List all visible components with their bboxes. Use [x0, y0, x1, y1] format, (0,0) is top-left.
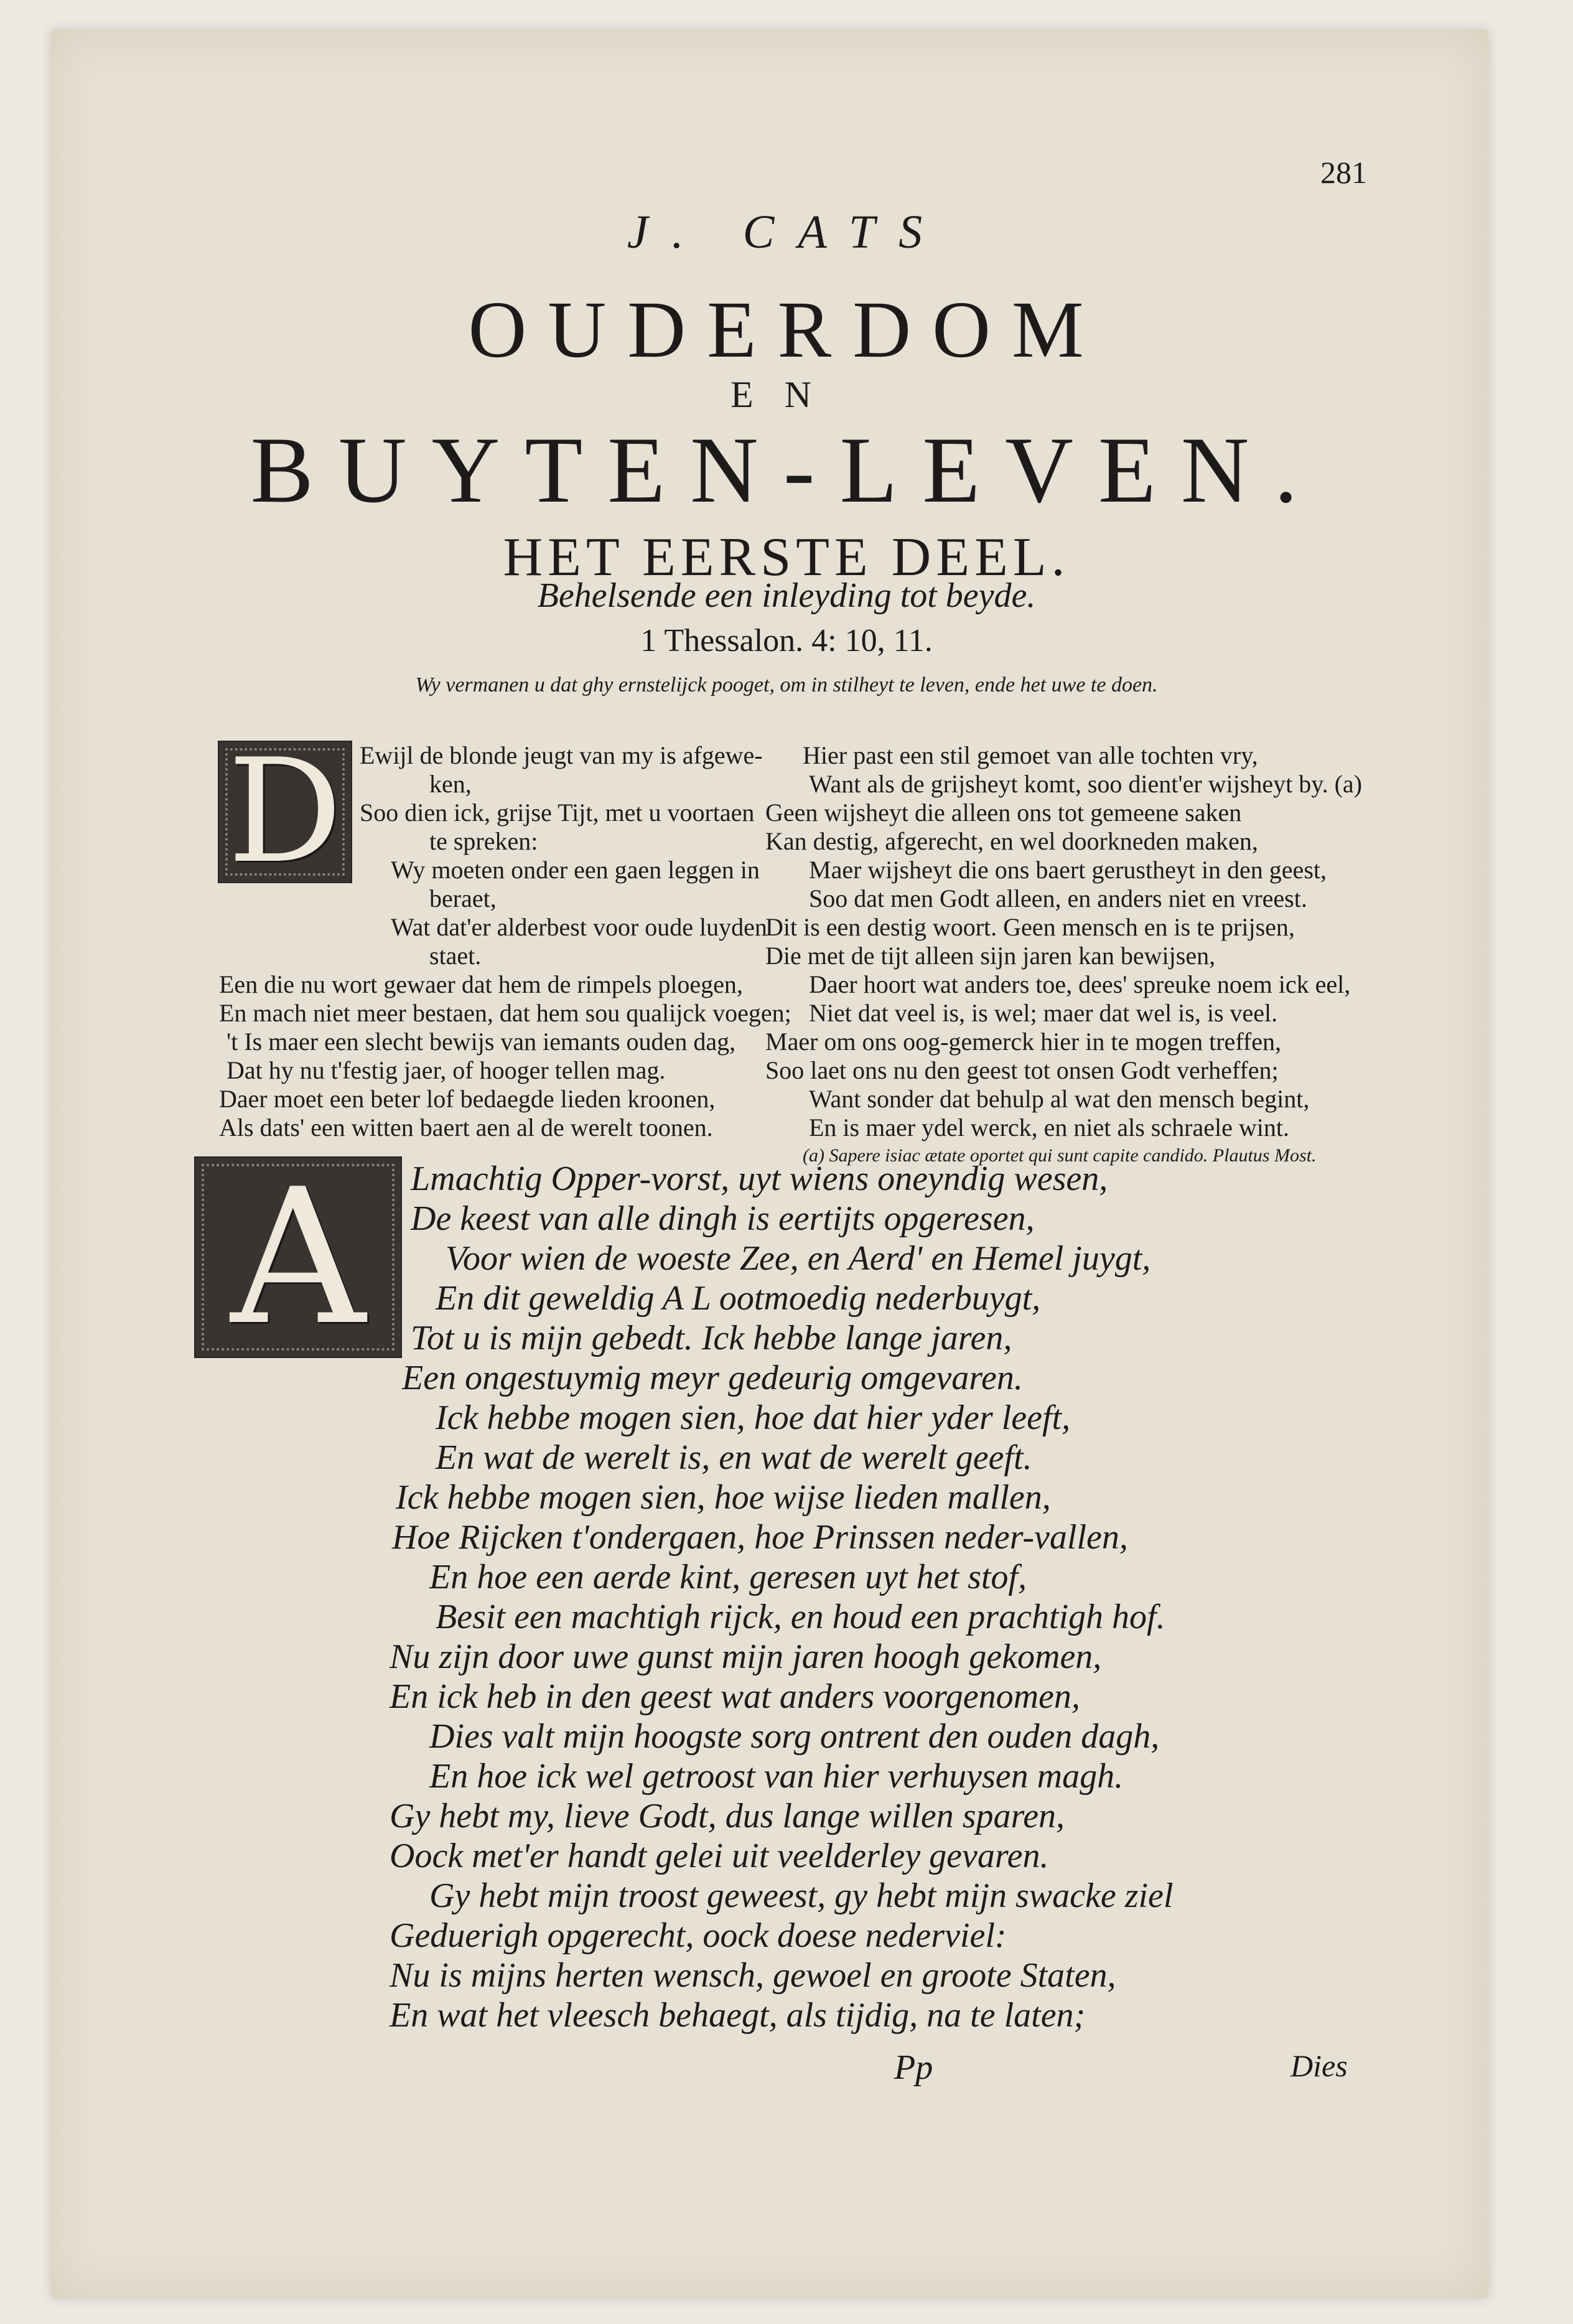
poem-line: De keest van alle dingh is eertijts opgeresen,: [411, 1199, 1035, 1238]
poem-line: Voor wien de woeste Zee, en Aerd' en Hemel juygt,: [446, 1239, 1151, 1278]
poem-line: Hoe Rijcken t'ondergaen, hoe Prinssen neder-vallen,: [392, 1518, 1128, 1557]
poem-line: En wat het vleesch behaegt, als tijdig, na te laten;: [390, 1996, 1086, 2035]
ornamental-dropcap-d: [218, 741, 352, 883]
left-line: Ewijl de blonde jeugt van my is afgewe-: [360, 741, 763, 769]
poem-line: Ick hebbe mogen sien, hoe dat hier yder leeft,: [436, 1399, 1071, 1437]
right-line: En is maer ydel werck, en niet als schraele wint.: [809, 1113, 1289, 1141]
signature-mark: Pp: [894, 2048, 933, 2087]
left-line: Soo dien ick, grijse Tijt, met u voortaen: [360, 799, 755, 827]
catchword: Dies: [1291, 2048, 1348, 2083]
page-number: 281: [1320, 155, 1367, 190]
right-line: Maer wijsheyt die ons baert gerustheyt in den geest,: [809, 856, 1327, 884]
dropcap-letter: D: [227, 741, 343, 883]
poem-line: En hoe ick wel getroost van hier verhuysen magh.: [429, 1757, 1124, 1796]
right-line: Soo dat men Godt alleen, en anders niet en vreest.: [809, 884, 1307, 912]
poem-line: Tot u is mijn gebedt. Ick hebbe lange jaren,: [411, 1319, 1012, 1357]
poem-line: Nu zijn door uwe gunst mijn jaren hoogh gekomen,: [390, 1638, 1102, 1676]
ornamental-dropcap-a: [194, 1156, 402, 1358]
right-line: Dit is een destig woort. Geen mensch en is te prijsen,: [765, 913, 1295, 941]
poem-line: Een ongestuymig meyr gedeurig omgevaren.: [402, 1359, 1023, 1397]
left-line: Als dats' een witten baert aen al de werelt toonen.: [219, 1113, 713, 1141]
right-line: Die met de tijt alleen sijn jaren kan bewijsen,: [765, 942, 1216, 970]
left-line: staet.: [429, 942, 482, 970]
left-line: 't Is maer een slecht bewijs van iemants ouden dag,: [226, 1028, 736, 1056]
right-line: Niet dat veel is, is wel; maer dat wel is, is veel.: [809, 999, 1278, 1027]
poem-line: Besit een machtigh rijck, en houd een prachtigh hof.: [436, 1598, 1165, 1636]
left-line: Daer moet een beter lof bedaegde lieden kroonen,: [219, 1085, 716, 1113]
poem-line: En ick heb in den geest wat anders voorgenomen,: [390, 1677, 1080, 1716]
poem-line: En wat de werelt is, en wat de werelt geeft.: [436, 1438, 1032, 1477]
left-line: te spreken:: [429, 827, 538, 855]
poem-line: Gy hebt mijn troost geweest, gy hebt mijn swacke ziel: [429, 1877, 1174, 1915]
poem-line: En dit geweldig A L ootmoedig nederbuygt,: [436, 1279, 1041, 1318]
poem-line: Lmachtig Opper-vorst, uyt wiens oneyndig wesen,: [411, 1160, 1108, 1198]
poem-line: En hoe een aerde kint, geresen uyt het stof,: [429, 1558, 1027, 1596]
left-line: beraet,: [429, 884, 497, 912]
title-buyten-leven: BUYTEN-LEVEN.: [250, 418, 1323, 522]
left-line: Wy moeten onder een gaen leggen in: [391, 856, 760, 884]
footnote: (a) Sapere isiac ætate oportet qui sunt capite candido. Plautus Most.: [803, 1145, 1317, 1166]
right-line: Maer om ons oog-gemerck hier in te mogen treffen,: [765, 1028, 1281, 1056]
scripture-reference: 1 Thessalon. 4: 10, 11.: [640, 623, 933, 658]
left-line: En mach niet meer bestaen, dat hem sou qualijck voegen;: [219, 999, 791, 1027]
left-line: ken,: [429, 770, 472, 798]
poem-line: Gy hebt my, lieve Godt, dus lange willen sparen,: [390, 1797, 1065, 1835]
right-line: Kan destig, afgerecht, en wel doorkneden maken,: [765, 827, 1258, 855]
poem-line: Geduerigh opgerecht, oock doese nederviel:: [390, 1916, 1007, 1955]
right-line: Hier past een stil gemoet van alle tochten vry,: [803, 741, 1258, 769]
right-line: Geen wijsheyt die alleen ons tot gemeene saken: [765, 799, 1242, 827]
title-connector: EN: [730, 374, 843, 415]
right-line: Want als de grijsheyt komt, soo dient'er wijsheyt by. (a): [809, 770, 1362, 798]
scripture-quote: Wy vermanen u dat ghy ernstelijck pooget, om in stilheyt te leven, ende het uwe te doen.: [415, 673, 1158, 696]
title-ouderdom: OUDERDOM: [468, 285, 1105, 375]
left-line: Een die nu wort gewaer dat hem de rimpels ploegen,: [219, 970, 743, 998]
subtitle: Behelsende een inleyding tot beyde.: [537, 576, 1036, 615]
poem-line: Ick hebbe mogen sien, hoe wijse lieden mallen,: [396, 1478, 1051, 1517]
left-line: Dat hy nu t'festig jaer, of hooger tellen mag.: [226, 1056, 666, 1084]
dropcap-letter: A: [230, 1156, 366, 1358]
left-line: Wat dat'er alderbest voor oude luyden: [391, 913, 767, 941]
poem-line: Nu is mijns herten wensch, gewoel en groote Staten,: [390, 1956, 1116, 1995]
author-name: J. CATS: [627, 206, 946, 258]
poem-line: Oock met'er handt gelei uit veelderley gevaren.: [390, 1837, 1049, 1875]
right-line: Daer hoort wat anders toe, dees' spreuke noem ick eel,: [809, 970, 1351, 998]
part-heading: HET EERSTE DEEL.: [503, 527, 1070, 588]
right-line: Want sonder dat behulp al wat den mensch begint,: [809, 1085, 1310, 1113]
poem-line: Dies valt mijn hoogste sorg ontrent den ouden dagh,: [429, 1717, 1160, 1756]
right-line: Soo laet ons nu den geest tot onsen Godt verheffen;: [765, 1056, 1279, 1084]
